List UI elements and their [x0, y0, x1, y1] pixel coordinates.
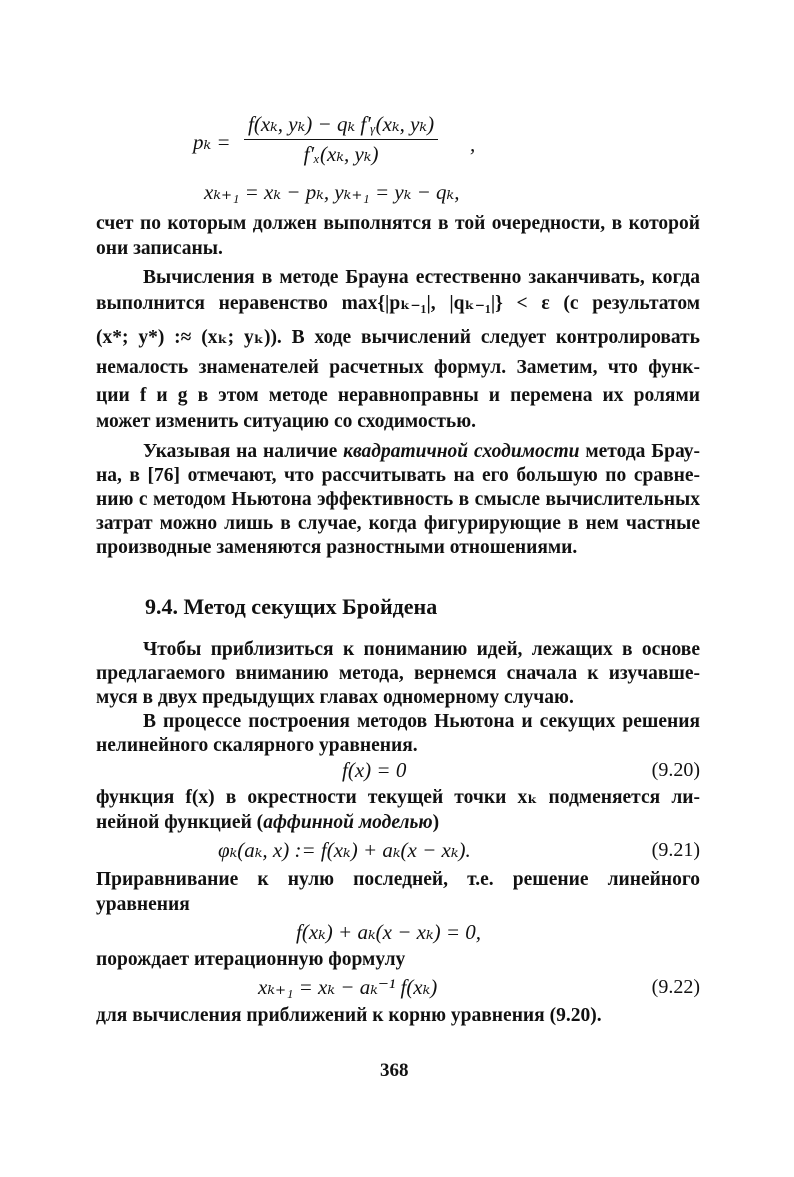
text-line: уравнения: [96, 894, 190, 915]
text-line: В процессе построения методов Ньютона и секущих решения: [143, 711, 700, 732]
formula-pk-lhs: pₖ =: [193, 130, 231, 154]
formula-update: xₖ₊₁ = xₖ − pₖ, yₖ₊₁ = yₖ − qₖ,: [204, 180, 460, 204]
text-line: счет по которым должен выполнятся в той очередности, в которой: [96, 213, 700, 234]
equation-9-20: f(x) = 0: [342, 758, 407, 782]
formula-pk-numerator: f(xₖ, yₖ) − qₖ f′ᵧ(xₖ, yₖ): [244, 112, 438, 140]
equation-number: (9.22): [651, 976, 700, 998]
formula-pk-comma: ,: [470, 132, 476, 156]
text-line: предлагаемого вниманию метода, вернемся сначала к изучавше-: [96, 663, 700, 684]
text-line: функция f(x) в окрестности текущей точки xₖ подменяется ли-: [96, 787, 700, 808]
equation-9-22: xₖ₊₁ = xₖ − aₖ⁻¹ f(xₖ): [258, 975, 438, 999]
text: нейной функцией (: [96, 812, 264, 833]
formula-pk-denominator: f′ₓ(xₖ, yₖ): [303, 142, 379, 166]
text-line: [143, 440, 700, 464]
text-line: может изменить ситуацию со сходимостью.: [96, 411, 477, 432]
equation-number: (9.21): [651, 839, 700, 861]
section-heading: 9.4. Метод секущих Бройдена: [145, 594, 438, 619]
text: метода Брау-: [579, 441, 700, 462]
page-number: 368: [380, 1060, 409, 1081]
text-line: затрат можно лишь в случае, когда фигурирующие в нем частные: [96, 513, 700, 534]
equation-number: (9.20): [651, 759, 700, 781]
formula-pk-fraction: [244, 112, 438, 167]
text-line: Приравнивание к нулю последней, т.е. решение линейного: [96, 869, 700, 890]
text-line: для вычисления приближений к корню уравнения (9.20).: [96, 1005, 602, 1026]
emphasis: аффинной моделью: [263, 812, 433, 833]
text: ): [432, 812, 440, 833]
text-line: они записаны.: [96, 238, 223, 259]
text-line: на, в [76] отмечают, что рассчитывать на его большую по сравне-: [96, 465, 700, 486]
text-line: производные заменяются разностными отношениями.: [96, 537, 578, 558]
text-line: (x*; y*) :≈ (xₖ; yₖ)). В ходе вычислений следует контролировать: [96, 327, 700, 348]
equation-linear: f(xₖ) + aₖ(x − xₖ) = 0,: [296, 920, 482, 944]
text-line: нелинейного скалярного уравнения.: [96, 735, 418, 756]
text-line: выполнится неравенство max{|pₖ₋₁|, |qₖ₋₁|} < ε (с результатом: [96, 293, 700, 314]
text-line: Чтобы приблизиться к пониманию идей, лежащих в основе: [143, 639, 700, 660]
text-line: порождает итерационную формулу: [96, 949, 406, 970]
text-line: ции f и g в этом методе неравноправны и перемена их ролями: [96, 385, 700, 406]
text-line: немалость знаменателей расчетных формул. Заметим, что функ-: [96, 357, 700, 378]
equation-9-21: φₖ(aₖ, x) := f(xₖ) + aₖ(x − xₖ).: [218, 838, 471, 862]
text: Указывая на наличие: [143, 441, 344, 462]
emphasis: квадратичной сходимости: [343, 441, 580, 462]
text-line: Вычисления в методе Брауна естественно заканчивать, когда: [143, 267, 700, 288]
text-line: [96, 811, 700, 835]
text-line: нию с методом Ньютона эффективность в смысле вычислительных: [96, 489, 700, 510]
text-line: муся в двух предыдущих главах одномерному случаю.: [96, 687, 574, 708]
